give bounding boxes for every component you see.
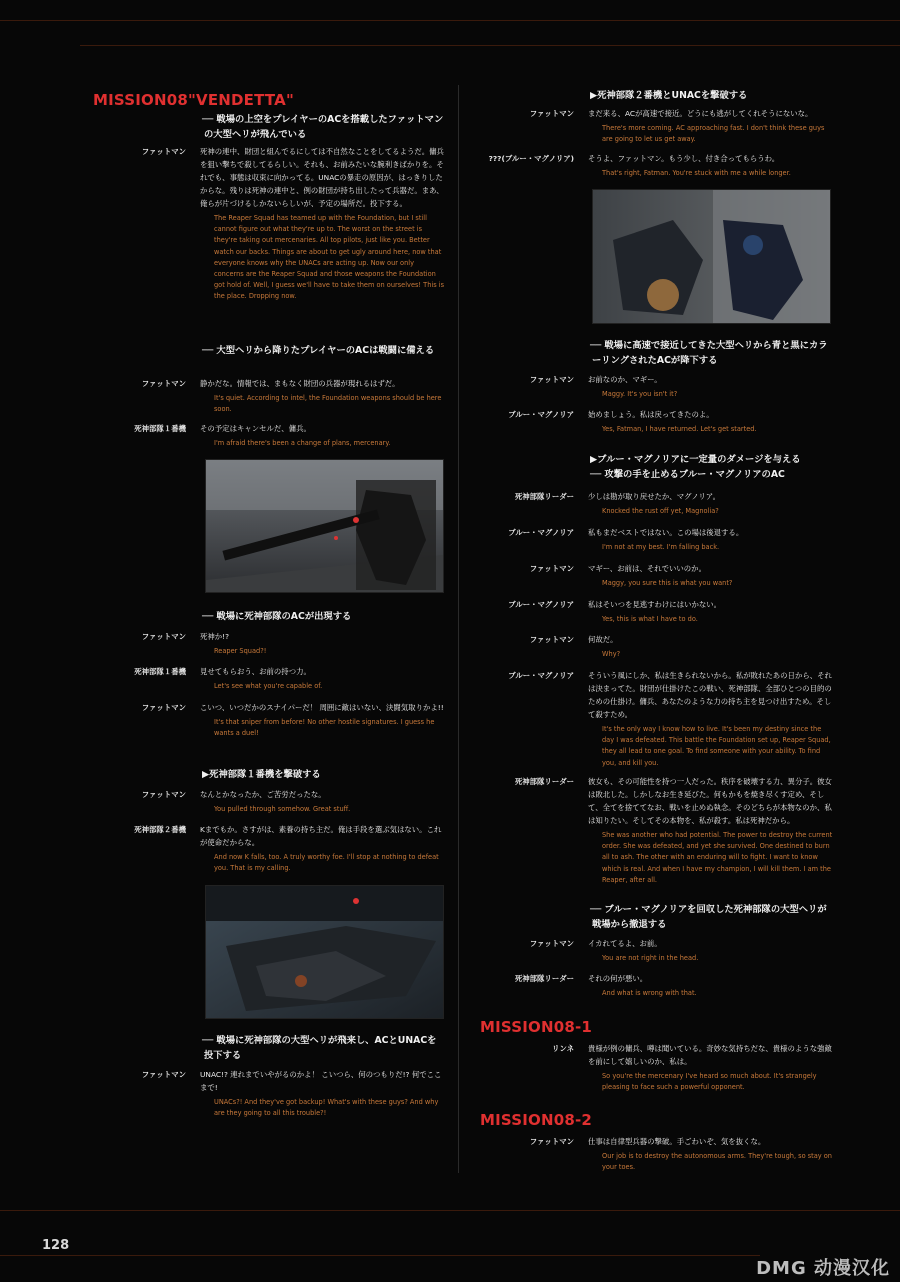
japanese-text: こいつ、いつだかのスナイパーだ！ 周囲に敵はいない、決闘気取りかよ!! (200, 703, 444, 712)
column-divider (458, 85, 459, 1173)
japanese-text: イカれてるよ、お前。 (588, 939, 662, 948)
stage-direction: ── 大型ヘリから降りたプレイヤーのACは戦闘に備える (202, 345, 435, 356)
stage-direction: ── 戦場に死神部隊のACが出現する (202, 611, 352, 622)
direction-block (90, 609, 445, 624)
stage-direction: ▶死神部隊１番機を撃破する (202, 769, 321, 780)
japanese-text: 死神か!? (200, 632, 230, 641)
speaker-name: ファットマン (141, 790, 186, 799)
speaker-name: ???(ブルー・マグノリア) (488, 154, 574, 163)
japanese-text: 私もまだベストではない。この場は後退する。 (588, 528, 744, 537)
english-text: Our job is to destroy the autonomous arms. They're tough, so stay on your toes. (602, 1152, 832, 1172)
dialogue-line (478, 633, 833, 660)
dialogue-line (478, 1135, 833, 1173)
stage-direction: ── 戦場の上空をプレイヤーのACを搭載したファットマンの大型ヘリが飛んでいる (202, 114, 444, 140)
japanese-text: その予定はキャンセルだ、傭兵。 (200, 424, 311, 433)
dialogue-line (90, 422, 445, 449)
english-text: UNACs?! And they've got backup! What's with these guys? And why are they going to all this trouble?! (214, 1098, 439, 1118)
english-text: And now K falls, too. A truly worthy foe. I'll stop at nothing to defeat you. That is my calling. (214, 853, 439, 873)
dialogue-line (90, 1068, 445, 1119)
dialogue-line (478, 562, 833, 589)
english-text: There's more coming. AC approaching fast. I don't think these guys are going to let us get away. (602, 124, 825, 144)
page-number: 128 (42, 1238, 70, 1253)
dialogue-line (90, 788, 445, 815)
english-text: The Reaper Squad has teamed up with the Foundation, but I still cannot figure out what they're up to. The worst on the street is they're taking out mercenaries. All top pilots, just like you. Better watch our backs. Things are about to get ugly around here, now that everyone knows why the UNACs are acting up. Now our only concerns are the Reaper Squad and those weapons the Foundation got hold of. Well, I guess we'll have to take them on ourselves! This is the place. Dropping now. (214, 214, 445, 301)
japanese-text: 仕事は自律型兵器の撃破。手ごわいぞ、気を抜くな。 (588, 1137, 766, 1146)
speaker-name: 死神部隊リーダー (514, 777, 574, 786)
english-text: And what is wrong with that. (602, 989, 697, 997)
speaker-name: ブルー・マグノリア (508, 528, 574, 537)
stage-direction: ── 戦場に死神部隊の大型ヘリが飛来し、ACとUNACを投下する (202, 1035, 437, 1061)
stage-direction: ▶ブルー・マグノリアに一定量のダメージを与える (590, 454, 801, 465)
speaker-name: ファットマン (529, 1137, 574, 1146)
japanese-text: UNAC!? 連れまでいやがるのかよ！ こいつら、何のつもりだ!? 何でここまで! (200, 1070, 442, 1092)
direction-block (90, 343, 445, 358)
english-text: You pulled through somehow. Great stuff. (214, 805, 351, 813)
mission-title: MISSION08-2 (480, 1111, 593, 1129)
bottom-frame-line (0, 1210, 900, 1211)
stage-direction: ── 攻撃の手を止めるブルー・マグノリアのAC (590, 469, 785, 480)
english-text: So you're the mercenary I've heard so much about. It's strangely pleasing to face such a powerful opponent. (602, 1072, 817, 1092)
direction-block (90, 1033, 445, 1063)
dialogue-line (90, 701, 445, 739)
dialogue-line (478, 408, 833, 435)
dialogue-line (478, 937, 833, 964)
dialogue-line (90, 823, 445, 874)
english-text: I'm not at my best. I'm falling back. (602, 543, 720, 551)
screenshot-image (205, 459, 444, 593)
stage-direction: ▶死神部隊２番機とUNACを撃破する (590, 90, 748, 101)
speaker-name: 死神部隊２番機 (134, 825, 186, 834)
speaker-name: ファットマン (529, 635, 574, 644)
japanese-text: そういう風にしか、私は生きられないから。私が敗れたあの日から、それは決まってた。財団が仕掛けたこの戦い、死神部隊、全部ひとつの目的のための仕掛け。傭兵、あなたのような力の持ち主を見つけ出すため。そして殺すため。 (588, 671, 832, 719)
dialogue-line (90, 665, 445, 692)
japanese-text: 静かだな。情報では、まもなく財団の兵器が現れるはずだ。 (200, 379, 400, 388)
top-frame-line (0, 20, 900, 21)
speaker-name: ファットマン (141, 1070, 186, 1079)
screenshot-image (205, 885, 444, 1019)
speaker-name: 死神部隊リーダー (514, 492, 574, 501)
english-text: Why? (602, 650, 621, 658)
english-text: Yes, Fatman, I have returned. Let's get started. (602, 425, 757, 433)
english-text: It's quiet. According to intel, the Foundation weapons should be here soon. (214, 394, 442, 414)
screenshot-image (592, 189, 831, 324)
speaker-name: ファットマン (529, 109, 574, 118)
speaker-name: ブルー・マグノリア (508, 410, 574, 419)
japanese-text: 何故だ。 (588, 635, 618, 644)
dialogue-line (478, 1042, 833, 1093)
direction-block (478, 452, 833, 482)
mech-sniper-image (206, 460, 443, 592)
direction-block (90, 767, 445, 782)
speaker-name: 死神部隊リーダー (514, 974, 574, 983)
japanese-text: 見せてもらおう、お前の持つ力。 (200, 667, 311, 676)
english-text: Let's see what you're capable of. (214, 682, 323, 690)
blue-ac-image (593, 190, 830, 323)
japanese-text: マギー、お前は、それでいいのか。 (588, 564, 706, 573)
stage-direction: ── 戦場に高速で接近してきた大型ヘリから青と黒にカラーリングされたACが降下する (590, 340, 828, 366)
speaker-name: ファットマン (529, 564, 574, 573)
japanese-text: 始めましょう。私は戻ってきたのよ。 (588, 410, 714, 419)
mission-title: MISSION08-1 (480, 1018, 593, 1036)
japanese-text: まだ来る、ACが高速で接近。どうにも逃がしてくれそうにないな。 (588, 109, 813, 118)
dialogue-line (478, 152, 833, 179)
english-text: You are not right in the head. (602, 954, 699, 962)
speaker-name: ブルー・マグノリア (508, 671, 574, 680)
helicopter-battle-image (206, 886, 443, 1018)
japanese-text: 貴様が例の傭兵、噂は聞いている。奇妙な気持ちだな、貴様のような強敵を前にして嬉しいのか、私は。 (588, 1044, 832, 1066)
top-frame-line-2 (80, 45, 900, 46)
stage-direction: ── ブルー・マグノリアを回収した死神部隊の大型ヘリが戦場から撤退する (590, 904, 827, 930)
dialogue-line (90, 145, 445, 303)
bottom-frame-line-2 (0, 1255, 760, 1256)
speaker-name: 死神部隊１番機 (134, 424, 186, 433)
japanese-text: なんとかなったか、ご苦労だったな。 (200, 790, 326, 799)
dialogue-line (478, 775, 833, 886)
direction-block (478, 338, 833, 368)
mission-title: MISSION08"VENDETTA" (93, 91, 294, 109)
speaker-name: ファットマン (141, 703, 186, 712)
speaker-name: リンネ (552, 1044, 574, 1053)
speaker-name: ブルー・マグノリア (508, 600, 574, 609)
speaker-name: ファットマン (141, 147, 186, 156)
english-text: Yes, this is what I have to do. (602, 615, 698, 623)
english-text: Maggy, you sure this is what you want? (602, 579, 733, 587)
english-text: It's that sniper from before! No other hostile signatures. I guess he wants a duel! (214, 718, 435, 738)
dialogue-line (478, 669, 833, 769)
speaker-name: ファットマン (529, 375, 574, 384)
japanese-text: 少しは勘が取り戻せたか、マグノリア。 (588, 492, 720, 501)
japanese-text: Kまでもか。さすがは、素養の持ち主だ。俺は手段を選ぶ気はない。これが使命だからな。 (200, 825, 442, 847)
dialogue-line (478, 490, 833, 517)
dialogue-line (478, 972, 833, 999)
dialogue-line (478, 373, 833, 400)
speaker-name: ファットマン (141, 632, 186, 641)
japanese-text: そうよ、ファットマン。もう少し、付き合ってもらうわ。 (588, 154, 780, 163)
japanese-text: お前なのか、マギー。 (588, 375, 662, 384)
watermark: DMG 动漫汉化 (756, 1258, 890, 1279)
japanese-text: 彼女も、その可能性を持つ一人だった。秩序を破壊する力、異分子。彼女は敗北した。しかしなお生き延びた。何もかもを焼き尽くす定め、そして、全てを捨ててなお、戦いを止めぬ執念。そのどちらが本物なのか、私は知りたい。そしてその本物を、私が殺す。私は死神だから。 (588, 777, 832, 825)
speaker-name: ファットマン (141, 379, 186, 388)
dialogue-line (90, 630, 445, 657)
japanese-text: 私はそいつを見逃すわけにはいかない。 (588, 600, 722, 609)
japanese-text: 死神の連中、財団と組んでるにしては不自然なことをしてるようだ。傭兵を狙い撃ちで殺してるらしい。それも、お前みたいな腕利きばかりを。それでも、事態は収束に向かってる。UNACの暴走の原因が、はっきりしたからな。残りは死神の連中と、例の財団が持ち出したって兵器だ。まあ、俺らが片づけるしかないらしいが、予定の場所だ。投下する。 (200, 147, 444, 208)
dialogue-line (90, 377, 445, 415)
english-text: She was another who had potential. The power to destroy the current order. She was defeated, and yet she survived. One destined to burn all to ash. The other with an enduring will to fight. I want to know which is real. And when I have my champion, I will kill them. I am the Reaper, after all. (602, 831, 833, 884)
english-text: Reaper Squad?! (214, 647, 267, 655)
english-text: That's right, Fatman. You're stuck with me a while longer. (602, 169, 791, 177)
english-text: It's the only way I know how to live. It's been my destiny since the day I was defeated. This battle the Foundation set up, Reaper Squad, they all lead to one goal. To find someone with your ability. To find you, and kill you. (602, 725, 831, 767)
dialogue-line (478, 526, 833, 553)
english-text: Maggy. It's you isn't it? (602, 390, 678, 398)
speaker-name: 死神部隊１番機 (134, 667, 186, 676)
speaker-name: ファットマン (529, 939, 574, 948)
direction-block (478, 88, 833, 103)
japanese-text: それの何が悪い。 (588, 974, 648, 983)
dialogue-line (478, 598, 833, 625)
english-text: I'm afraid there's been a change of plans, mercenary. (214, 439, 391, 447)
direction-block (478, 902, 833, 932)
english-text: Knocked the rust off yet, Magnolia? (602, 507, 719, 515)
direction-block (90, 112, 445, 142)
dialogue-line (478, 107, 833, 145)
